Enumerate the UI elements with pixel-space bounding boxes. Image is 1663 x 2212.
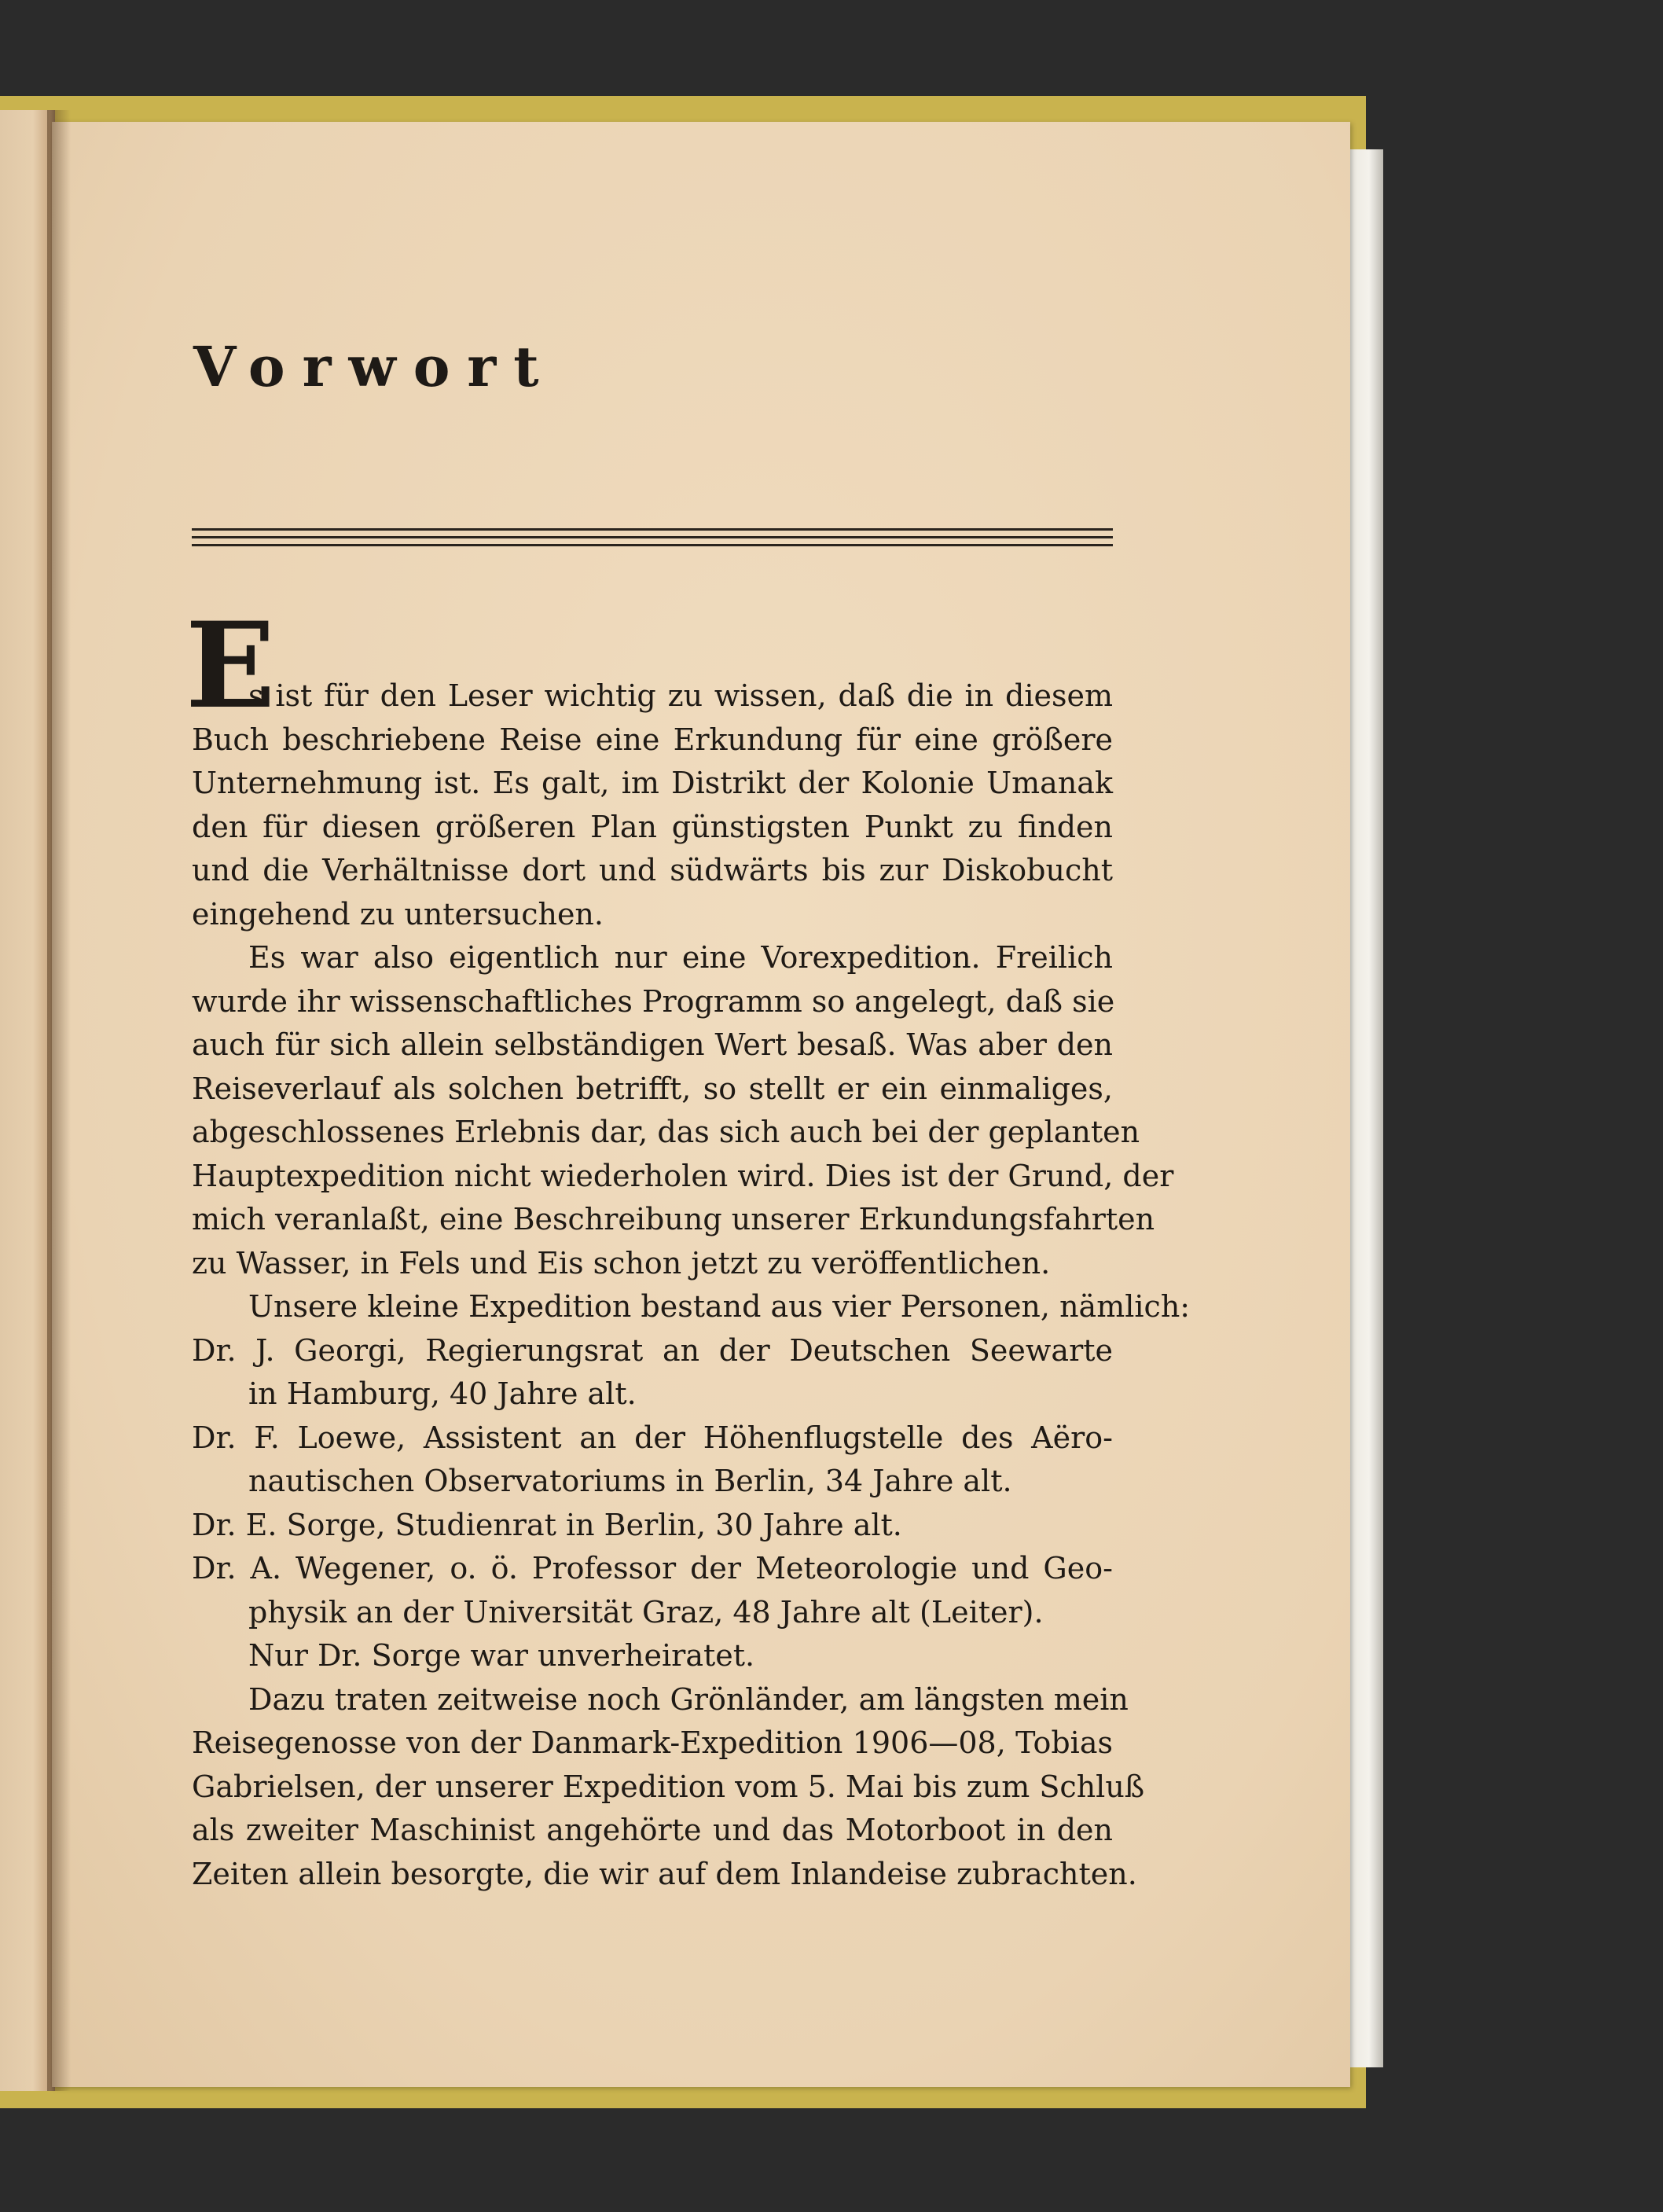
text-line: Gabrielsen, der unserer Expedition vom 5. Mai bis zum Schluß <box>192 1769 1145 1804</box>
text-line: Zeiten allein besorgte, die wir auf dem Inlandeise zubrachten. <box>192 1856 1137 1891</box>
member-entry: in Hamburg, 40 Jahre alt. <box>248 1376 637 1411</box>
gutter-shadow <box>47 110 71 2091</box>
text-line: Buch beschriebene Reise eine Erkundung für eine größere <box>192 722 1113 757</box>
text-line: Unsere kleine Expedition bestand aus vier Personen, nämlich: <box>248 1289 1191 1324</box>
member-entry: physik an der Universität Graz, 48 Jahre alt (Leiter). <box>248 1594 1044 1630</box>
member-entry: Dr. A. Wegener, o. ö. Professor der Meteorologie und Geo- <box>192 1551 1113 1586</box>
text-line: als zweiter Maschinist angehörte und das Motorboot in den <box>192 1813 1113 1847</box>
text-line: auch für sich allein selbständigen Wert besaß. Was aber den <box>192 1027 1113 1062</box>
text-line: und die Verhältnisse dort und südwärts bis zur Diskobucht <box>192 853 1113 887</box>
text-line: Reisegenosse von der Danmark-Expedition 1906—08, Tobias <box>192 1725 1113 1760</box>
body-text <box>192 674 1191 1896</box>
text-line: mich veranlaßt, eine Beschreibung unserer Erkundungsfahrten <box>192 1202 1155 1236</box>
text-line: wurde ihr wissenschaftliches Programm so angelegt, daß sie <box>192 983 1115 1019</box>
text-line: Nur Dr. Sorge war unverheiratet. <box>248 1638 755 1673</box>
member-entry: Dr. F. Loewe, Assistent an der Höhenflugstelle des Aëro- <box>192 1420 1113 1455</box>
member-entry: Dr. J. Georgi, Regierungsrat an der Deutschen Seewarte <box>192 1332 1113 1368</box>
member-entry: Dr. E. Sorge, Studienrat in Berlin, 30 Jahre alt. <box>192 1507 902 1542</box>
member-entry: nautischen Observatoriums in Berlin, 34 Jahre alt. <box>248 1464 1012 1498</box>
text-line: Hauptexpedition nicht wiederholen wird. Dies ist der Grund, der <box>192 1158 1174 1193</box>
text-line: eingehend zu untersuchen. <box>192 896 604 931</box>
text-line: Dazu traten zeitweise noch Grönländer, am längsten mein <box>248 1681 1129 1717</box>
text-line: zu Wasser, in Fels und Eis schon jetzt zu veröffentlichen. <box>192 1245 1051 1281</box>
text-line: Unternehmung ist. Es galt, im Distrikt der Kolonie Umanak <box>192 766 1113 800</box>
triple-rule-divider <box>192 528 1113 549</box>
drop-cap: E <box>185 597 276 735</box>
text-line: abgeschlossenes Erlebnis dar, das sich auch bei der geplanten <box>192 1115 1140 1149</box>
text-line: Es war also eigentlich nur eine Vorexpedition. Freilich <box>248 940 1113 975</box>
page-title: Vorwort <box>193 334 556 399</box>
text-line: Reiseverlauf als solchen betrifft, so stellt er ein einmaliges, <box>192 1071 1113 1106</box>
text-line: s ist für den Leser wichtig zu wissen, daß die in diesem <box>248 678 1113 713</box>
text-line: den für diesen größeren Plan günstigsten Punkt zu finden <box>192 809 1113 844</box>
